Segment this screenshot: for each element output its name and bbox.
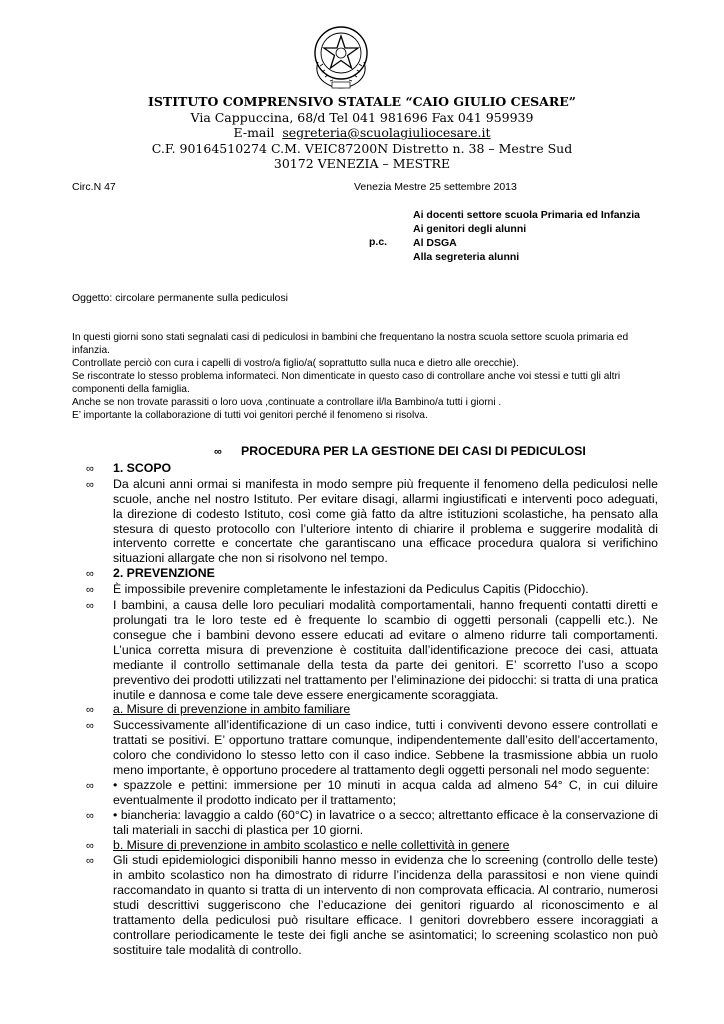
recipient-line: Ai docenti settore scuola Primaria ed Infanzia <box>413 209 640 221</box>
bullet-icon: ∞ <box>86 855 94 868</box>
procedure-section <box>86 444 658 958</box>
list-item <box>86 838 658 854</box>
bullet-icon: ∞ <box>86 704 94 717</box>
bullet-icon: ∞ <box>86 839 94 852</box>
paragraph-text: Successivamente all’identificazione di un caso indice, tutti i conviventi devono essere controllati e trattati se positivi. E’ opportuno trattare comunque, indipendentemente dall’esito dell’accertamento, coloro che condividono lo stesso letto con il caso indice. Sebbene la trasmissione abbia un ruolo meno importante, è opportuno procedere al trattamento degli oggetti personali nel modo seguente: <box>113 718 658 778</box>
circular-date: Venezia Mestre 25 settembre 2013 <box>354 181 517 193</box>
list-item <box>86 477 658 566</box>
recipient-line: Al DSGA <box>413 237 457 249</box>
bullet-icon: ∞ <box>86 720 94 733</box>
list-item <box>86 718 658 778</box>
bullet-icon: ∞ <box>86 809 94 822</box>
email-label: E-mail <box>233 125 275 140</box>
school-header <box>100 94 624 172</box>
intro-paragraph: E’ importante la collaborazione di tutti voi genitori perché il fenomeno si risolva. <box>72 410 428 421</box>
intro-paragraph: Controllate perciò con cura i capelli di vostro/a figlio/a( soprattutto sulla nuca e dietro alle orecchie). <box>72 358 519 369</box>
list-item <box>86 598 658 702</box>
intro-text <box>72 331 652 422</box>
subsection-heading-scolastico: b. Misure di prevenzione in ambito scolastico e nelle collettività in genere <box>113 837 510 852</box>
school-name: ISTITUTO COMPRENSIVO STATALE “CAIO GIULIO CESARE” <box>148 94 576 109</box>
paragraph-text: I bambini, a causa delle loro peculiari modalità comportamentali, hanno frequenti contatti diretti e prolungati tra le loro teste ed è frequente lo scambio di oggetti personali (cappelli etc.). Ne consegue che i bambini devono essere educati ad evitare o almeno ridurre tali comportamenti. L’unica corretta misura di prevenzione è costituita dall’identificazione precoce dei casi, attuata mediante il controllo settimanale della testa da parte dei genitori. E’ scorretto l’uso a scopo preventivo dei prodotti utilizzati nel trattamento per l’eliminazione dei pidocchi: si tratta di una pratica inutile e dannosa e come tale deve essere energicamente scoraggiata. <box>113 598 658 702</box>
intro-paragraph: Anche se non trovate parassiti o loro uova ,continuate a controllare il/la Bambino/a tutti i giorni . <box>72 397 502 408</box>
emblem-icon <box>310 22 372 92</box>
list-item <box>86 582 658 598</box>
list-item <box>86 461 658 477</box>
pc-label: p.c. <box>369 236 388 248</box>
recipient-line: Alla segreteria alunni <box>413 251 520 263</box>
bullet-icon: ∞ <box>86 600 94 613</box>
school-fiscal-codes: C.F. 90164510274 C.M. VEIC87200N Distretto n. 38 – Mestre Sud <box>151 140 573 156</box>
list-item <box>86 702 658 718</box>
bullet-icon: ∞ <box>86 584 94 597</box>
school-address: Via Cappuccina, 68/d Tel 041 981696 Fax 041 959939 <box>190 109 534 125</box>
subject-line: Oggetto: circolare permanente sulla pediculosi <box>72 292 288 304</box>
paragraph-text: • spazzole e pettini: immersione per 10 minuti in acqua calda ad almeno 54° C, in cui diluire eventualmente il prodotto indicato per il trattamento; <box>113 777 658 807</box>
recipients-list <box>413 208 640 264</box>
paragraph-text: • biancheria: lavaggio a caldo (60°C) in lavatrice o a secco; altrettanto efficace è la conservazione di tali materiali in sacchi di plastica per 10 giorni. <box>113 807 658 837</box>
list-item <box>86 853 658 957</box>
bullet-icon: ∞ <box>214 446 222 458</box>
bullet-icon: ∞ <box>86 779 94 792</box>
intro-paragraph: Se riscontrate lo stesso problema informateci. Non dimenticate in questo caso di controllare anche voi stessi e tutti gli altri componenti della famiglia. <box>72 371 621 395</box>
procedure-title-row <box>214 444 658 460</box>
list-item <box>86 566 658 582</box>
circular-number: Circ.N 47 <box>72 181 116 193</box>
list-item <box>86 808 658 838</box>
intro-paragraph: In questi giorni sono stati segnalati casi di pediculosi in bambini che frequentano la nostra scuola settore scuola primaria ed infanzia. <box>72 332 629 356</box>
paragraph-text: Da alcuni anni ormai si manifesta in modo sempre più frequente il fenomeno della pediculosi nelle scuole, anche nel nostro Istituto. Per evitare disagi, allarmi ingiustificati e interventi poco adeguati, la direzione di codesto Istituto, così come già fatto da altre istituzioni scolastiche, ha pensato alla stesura di questo protocollo con l’ulteriore intento di chiarire il problema e suggerire modalità di intervento corrette e concertate che garantiscano una efficace procedura qualora si verifichino situazioni allargate che non si risolvono nel tempo. <box>113 476 658 566</box>
school-city: 30172 VENEZIA – MESTRE <box>273 156 451 171</box>
subsection-heading-familiare: a. Misure di prevenzione in ambito familiare <box>113 702 351 717</box>
section-heading-prevenzione: 2. PREVENZIONE <box>113 566 215 581</box>
procedure-title: PROCEDURA PER LA GESTIONE DEI CASI DI PEDICULOSI <box>241 444 586 458</box>
bullet-icon: ∞ <box>86 478 94 491</box>
bullet-icon: ∞ <box>86 462 94 475</box>
recipient-line: Ai genitori degli alunni <box>413 223 527 235</box>
section-heading-scopo: 1. SCOPO <box>113 460 172 475</box>
bullet-icon: ∞ <box>86 568 94 581</box>
email-link[interactable]: segreteria@scuolagiuliocesare.it <box>282 125 491 140</box>
paragraph-text: È impossibile prevenire completamente le infestazioni da Pediculus Capitis (Pidocchio). <box>113 582 589 597</box>
school-email-line <box>100 125 624 141</box>
list-item <box>86 778 658 808</box>
paragraph-text: Gli studi epidemiologici disponibili hanno messo in evidenza che lo screening (controllo delle teste) in ambito scolastico non ha dimostrato di ridurre l’incidenza della parassitosi e non viene quindi raccomandato in quanto si tratta di un intervento di non comprovata efficacia. Al contrario, numerosi studi descrittivi suggeriscono che l’educazione dei genitori riguardo al riconoscimento e al trattamento della pediculosi può risultare efficace. I genitori dovrebbero essere incoraggiati a controllare periodicamente le teste dei figli anche se asintomatici; lo screening scolastico non può sostituire tale modalità di controllo. <box>113 853 658 957</box>
